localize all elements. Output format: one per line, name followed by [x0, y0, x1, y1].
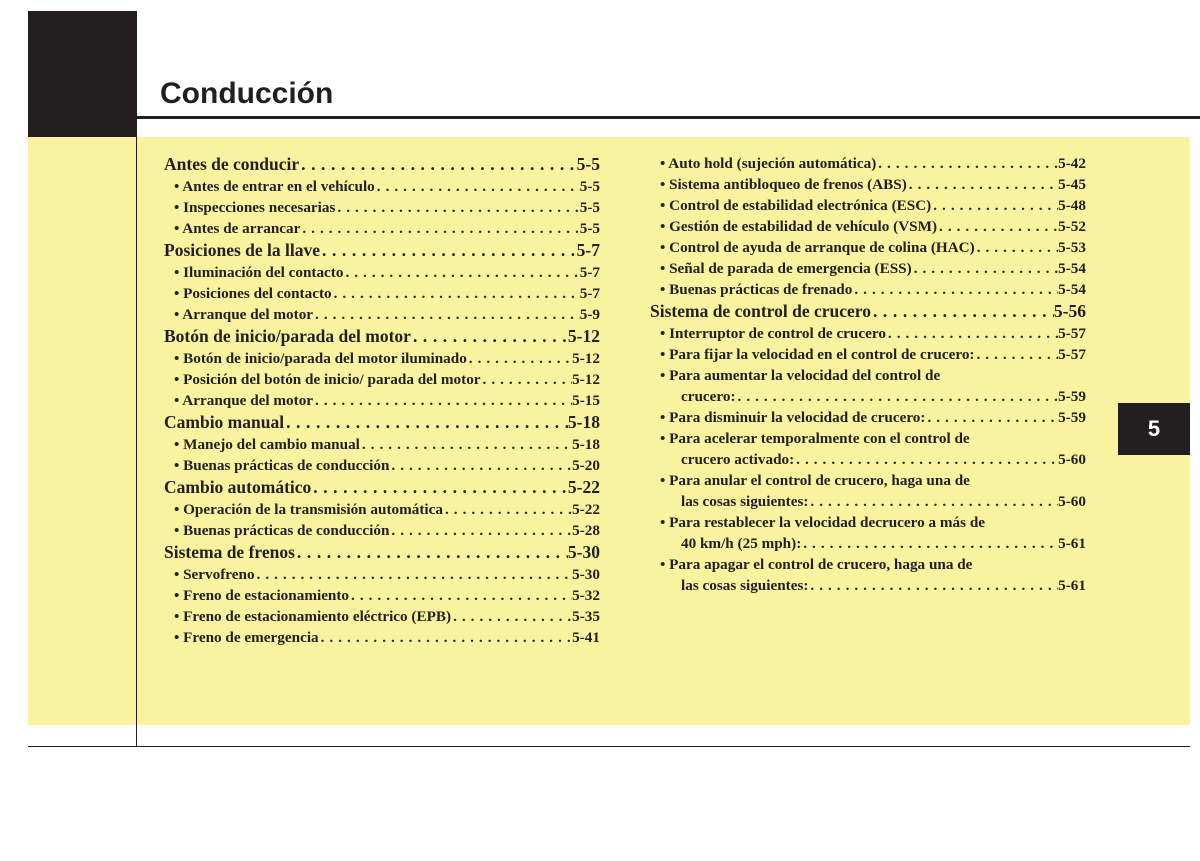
- toc-entry-label: Antes de conducir: [164, 154, 300, 174]
- dot-leader: [736, 386, 1059, 407]
- dot-leader: [389, 520, 572, 541]
- dot-leader: [925, 407, 1058, 428]
- toc-subentry[interactable]: [650, 258, 1086, 279]
- toc-entry-label: • Para aumentar la velocidad del control de: [660, 367, 941, 384]
- dot-leader: [937, 216, 1058, 237]
- toc-page-number: 5-53: [1058, 239, 1086, 256]
- dot-leader: [467, 348, 572, 369]
- toc-entry-label: • Para restablecer la velocidad decrucero a más de: [660, 514, 986, 531]
- toc-subentry[interactable]: [164, 390, 600, 411]
- toc-entry-label: • Posiciones del contacto: [174, 285, 332, 302]
- toc-section-entry[interactable]: [164, 541, 600, 564]
- toc-entry-label: • Para disminuir la velocidad de crucero:: [660, 409, 926, 426]
- dot-leader: [320, 239, 577, 262]
- toc-entry-label: • Freno de estacionamiento eléctrico (EPB): [174, 608, 452, 625]
- toc-entry-label: • Servofreno: [174, 566, 255, 583]
- toc-page-number: 5-28: [572, 522, 600, 539]
- toc-entry-label: • Control de estabilidad electrónica (ESC): [660, 197, 932, 214]
- toc-page-number: 5-20: [572, 457, 600, 474]
- toc-page-number: 5-48: [1058, 197, 1086, 214]
- toc-page-number: 5-5: [579, 199, 600, 216]
- dot-leader: [255, 564, 573, 585]
- margin-rule: [136, 11, 137, 747]
- dot-leader: [808, 491, 1058, 512]
- toc-entry-label: • Antes de arrancar: [174, 220, 301, 237]
- toc-page-number: 5-12: [567, 326, 600, 346]
- dot-leader: [907, 174, 1058, 195]
- toc-page-number: 5-60: [1058, 493, 1086, 510]
- toc-subentry[interactable]: [650, 323, 1086, 344]
- toc-entry-label: • Inspecciones necesarias: [174, 199, 336, 216]
- toc-page-number: 5-61: [1058, 535, 1086, 552]
- toc-section-entry[interactable]: [164, 239, 600, 262]
- toc-subentry[interactable]: [650, 365, 1086, 386]
- dot-leader: [912, 258, 1058, 279]
- toc-subentry[interactable]: [164, 606, 600, 627]
- toc-page-number: 5-5: [579, 220, 600, 237]
- toc-entry-label: • Freno de estacionamiento: [174, 587, 350, 604]
- title-rule: [137, 116, 1200, 119]
- toc-entry-label: • Interruptor de control de crucero: [660, 325, 886, 342]
- toc-subentry[interactable]: [650, 512, 1086, 533]
- toc-page-number: 5-42: [1058, 155, 1086, 172]
- toc-entry-label: • Posición del botón de inicio/ parada del motor: [174, 371, 481, 388]
- toc-entry-continuation[interactable]: [650, 491, 1086, 512]
- toc-subentry[interactable]: [164, 585, 600, 606]
- toc-subentry[interactable]: [164, 564, 600, 585]
- dot-leader: [975, 237, 1058, 258]
- toc-entry-label: • Sistema antibloqueo de frenos (ABS): [660, 176, 907, 193]
- toc-subentry[interactable]: [650, 153, 1086, 174]
- toc-subentry[interactable]: [164, 176, 600, 197]
- toc-entry-label: Posiciones de la llave: [164, 240, 321, 260]
- toc-subentry[interactable]: [164, 434, 600, 455]
- toc-page-number: 5-32: [572, 587, 600, 604]
- toc-subentry[interactable]: [164, 218, 600, 239]
- toc-page-number: 5-18: [572, 436, 600, 453]
- dot-leader: [451, 606, 572, 627]
- toc-page-number: 5-59: [1058, 409, 1086, 426]
- toc-page-number: 5-41: [572, 629, 600, 646]
- toc-entry-label: Cambio automático: [164, 477, 312, 497]
- toc-entry-label: • Manejo del cambio manual: [174, 436, 360, 453]
- bottom-rule: [28, 746, 1190, 747]
- toc-entry-continuation[interactable]: [650, 449, 1086, 470]
- toc-subentry[interactable]: [164, 455, 600, 476]
- toc-entry-continuation[interactable]: [650, 575, 1086, 596]
- toc-entry-label: • Operación de la transmisión automática: [174, 501, 443, 518]
- toc-page-number: 5-22: [572, 501, 600, 518]
- toc-subentry[interactable]: [650, 554, 1086, 575]
- dot-leader: [360, 434, 572, 455]
- dot-leader: [319, 627, 573, 648]
- toc-entry-label: • Iluminación del contacto: [174, 264, 344, 281]
- toc-entry-label: • Buenas prácticas de conducción: [174, 522, 390, 539]
- toc-page-number: 5-56: [1053, 301, 1086, 321]
- toc-subentry[interactable]: [164, 304, 600, 325]
- toc-subentry[interactable]: [164, 499, 600, 520]
- toc-entry-label: las cosas siguientes:: [681, 577, 809, 594]
- toc-page-number: 5-35: [572, 608, 600, 625]
- toc-column-right: [650, 153, 1086, 596]
- toc-page-number: 5-30: [572, 566, 600, 583]
- toc-entry-label: crucero activado:: [681, 451, 795, 468]
- dot-leader: [299, 153, 577, 176]
- toc-entry-label: • Control de ayuda de arranque de colina (HAC): [660, 239, 975, 256]
- toc-page-number: 5-45: [1058, 176, 1086, 193]
- dot-leader: [335, 197, 579, 218]
- toc-subentry[interactable]: [164, 520, 600, 541]
- page-title: Conducción: [160, 77, 334, 110]
- toc-page-number: 5-57: [1058, 325, 1086, 342]
- toc-section-entry[interactable]: [164, 153, 600, 176]
- toc-page-number: 5-60: [1058, 451, 1086, 468]
- toc-entry-label: • Buenas prácticas de frenado: [660, 281, 853, 298]
- toc-subentry[interactable]: [650, 216, 1086, 237]
- dot-leader: [931, 195, 1058, 216]
- toc-page-number: 5-52: [1058, 218, 1086, 235]
- dot-leader: [886, 323, 1058, 344]
- toc-subentry[interactable]: [650, 344, 1086, 365]
- toc-entry-label: • Para fijar la velocidad en el control de crucero:: [660, 346, 975, 363]
- dot-leader: [801, 533, 1058, 554]
- toc-subentry[interactable]: [164, 627, 600, 648]
- toc-subentry[interactable]: [164, 348, 600, 369]
- toc-entry-label: • Gestión de estabilidad de vehículo (VSM): [660, 218, 938, 235]
- toc-subentry[interactable]: [650, 428, 1086, 449]
- toc-subentry[interactable]: [650, 195, 1086, 216]
- toc-entry-label: • Para apagar el control de crucero, haga una de: [660, 556, 973, 573]
- toc-entry-continuation[interactable]: [650, 386, 1086, 407]
- dot-leader: [481, 369, 573, 390]
- chapter-tab[interactable]: 5: [1118, 403, 1190, 455]
- toc-entry-label: • Señal de parada de emergencia (ESS): [660, 260, 912, 277]
- toc-page-number: 5-54: [1058, 281, 1086, 298]
- toc-column-left: [164, 153, 600, 648]
- toc-section-entry[interactable]: [164, 325, 600, 348]
- dot-leader: [284, 411, 568, 434]
- toc-subentry[interactable]: [164, 197, 600, 218]
- toc-page-number: 5-57: [1058, 346, 1086, 363]
- toc-entry-label: • Arranque del motor: [174, 392, 314, 409]
- toc-entry-label: 40 km/h (25 mph):: [681, 535, 802, 552]
- toc-entry-continuation[interactable]: [650, 533, 1086, 554]
- dot-leader: [876, 153, 1058, 174]
- toc-page-number: 5-18: [567, 412, 600, 432]
- toc-page-number: 5-59: [1058, 388, 1086, 405]
- toc-page-number: 5-12: [572, 350, 600, 367]
- toc-subentry[interactable]: [650, 174, 1086, 195]
- dot-leader: [295, 541, 568, 564]
- toc-entry-label: crucero:: [681, 388, 736, 405]
- toc-entry-label: Sistema de control de crucero: [650, 301, 871, 321]
- toc-page-number: 5-12: [572, 371, 600, 388]
- toc-section-entry[interactable]: [650, 300, 1086, 323]
- toc-subentry[interactable]: [164, 262, 600, 283]
- toc-entry-label: Sistema de frenos: [164, 542, 295, 562]
- toc-section-entry[interactable]: [164, 411, 600, 434]
- toc-page-number: 5-5: [579, 178, 600, 195]
- toc-page-number: 5-5: [576, 154, 600, 174]
- dot-leader: [411, 325, 568, 348]
- toc-entry-label: • Arranque del motor: [174, 306, 314, 323]
- dot-leader: [974, 344, 1058, 365]
- toc-subentry[interactable]: [650, 470, 1086, 491]
- toc-page-number: 5-15: [572, 392, 600, 409]
- toc-subentry[interactable]: [164, 369, 600, 390]
- toc-page-number: 5-7: [576, 240, 600, 260]
- toc-page-number: 5-22: [567, 477, 600, 497]
- toc-entry-label: • Botón de inicio/parada del motor iluminado: [174, 350, 467, 367]
- toc-subentry[interactable]: [650, 279, 1086, 300]
- toc-page-number: 5-54: [1058, 260, 1086, 277]
- toc-page-number: 5-7: [579, 285, 600, 302]
- dot-leader: [794, 449, 1058, 470]
- dot-leader: [313, 304, 580, 325]
- toc-subentry[interactable]: [650, 407, 1086, 428]
- toc-entry-label: • Buenas prácticas de conducción: [174, 457, 390, 474]
- toc-entry-label: Botón de inicio/parada del motor: [164, 326, 411, 346]
- dot-leader: [389, 455, 572, 476]
- toc-entry-label: • Freno de emergencia: [174, 629, 319, 646]
- dot-leader: [311, 476, 568, 499]
- dot-leader: [808, 575, 1058, 596]
- toc-entry-label: • Antes de entrar en el vehículo: [174, 178, 375, 195]
- toc-subentry[interactable]: [650, 237, 1086, 258]
- chapter-header-block: [28, 11, 137, 137]
- toc-entry-label: • Auto hold (sujeción automática): [660, 155, 877, 172]
- dot-leader: [300, 218, 579, 239]
- toc-entry-label: • Para acelerar temporalmente con el control de: [660, 430, 970, 447]
- toc-page-number: 5-61: [1058, 577, 1086, 594]
- dot-leader: [343, 262, 579, 283]
- toc-page-number: 5-7: [579, 264, 600, 281]
- dot-leader: [349, 585, 572, 606]
- dot-leader: [871, 300, 1054, 323]
- toc-entry-label: las cosas siguientes:: [681, 493, 809, 510]
- dot-leader: [313, 390, 572, 411]
- dot-leader: [332, 283, 580, 304]
- toc-entry-label: • Para anular el control de crucero, haga una de: [660, 472, 970, 489]
- toc-subentry[interactable]: [164, 283, 600, 304]
- toc-section-entry[interactable]: [164, 476, 600, 499]
- toc-page-number: 5-30: [567, 542, 600, 562]
- dot-leader: [443, 499, 572, 520]
- toc-page-number: 5-9: [579, 306, 600, 323]
- dot-leader: [375, 176, 580, 197]
- toc-entry-label: Cambio manual: [164, 412, 285, 432]
- dot-leader: [852, 279, 1058, 300]
